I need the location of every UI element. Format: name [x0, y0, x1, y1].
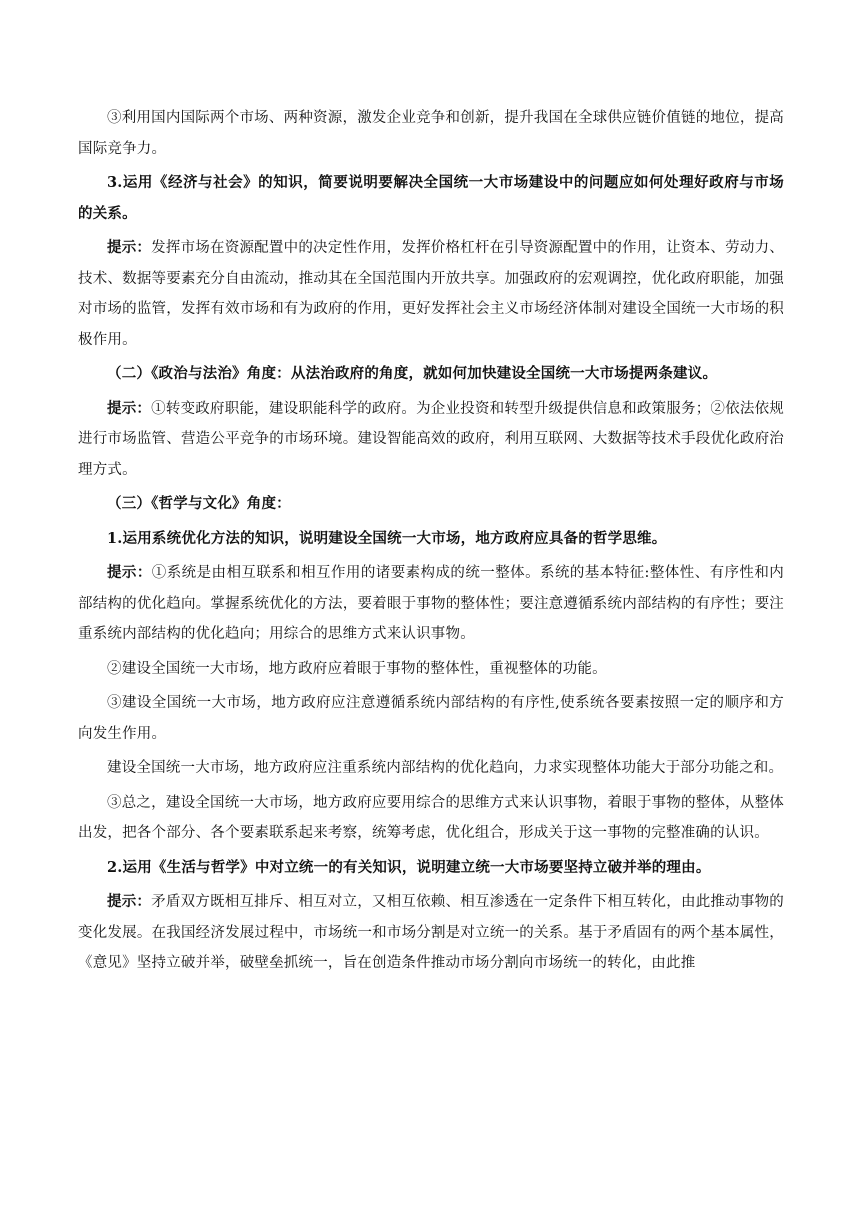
- paragraph-item-summary: [78, 788, 784, 849]
- hint-text: ①系统是由相互联系和相互作用的诸要素构成的统一整体。系统的基本特征:整体性、有序性和内部结构的优化趋向。掌握系统优化的方法，要着眼于事物的整体性；要注意遵循系统内部结构的有序性；要注重系统内部结构的优化趋向；用综合的思维方式来认识事物。: [78, 565, 784, 642]
- paragraph-text: ③建设全国统一大市场，地方政府应注意遵循系统内部结构的有序性,使系统各要素按照一定的顺序和方向发生作用。: [78, 695, 784, 742]
- hint-paragraph: [78, 887, 784, 979]
- paragraph-text-block: [78, 753, 784, 784]
- hint-label: 提示：: [107, 893, 152, 910]
- paragraph-item-3: [78, 103, 784, 164]
- question-text: 2.运用《生活与哲学》中对立统一的有关知识，说明建立统一大市场要坚持立破并举的理由。: [107, 858, 711, 876]
- section-heading-text: （二）《政治与法治》角度：从法治政府的角度，就如何加快建设全国统一大市场提两条建议。: [107, 365, 718, 382]
- hint-text: 发挥市场在资源配置中的决定性作用，发挥价格杠杆在引导资源配置中的作用，让资本、劳动力、技术、数据等要素充分自由流动，推动其在全国范围内开放共享。加强政府的宏观调控，优化政府职能，加强对市场的监管，发挥有效市场和有为政府的作用，更好发挥社会主义市场经济体制对建设全国统一大市场的积极作用。: [78, 240, 784, 348]
- hint-text: ①转变政府职能，建设职能科学的政府。为企业投资和转型升级提供信息和政策服务；②依法依规进行市场监管、营造公平竞争的市场环境。建设智能高效的政府，利用互联网、大数据等技术手段优化政府治理方式。: [78, 400, 784, 478]
- paragraph-text: ③利用国内国际两个市场、两种资源，激发企业竞争和创新，提升我国在全球供应链价值链的地位，提高国际竞争力。: [78, 110, 784, 157]
- question-3-economy-society: [78, 168, 784, 229]
- question-text: 3.运用《经济与社会》的知识，简要说明要解决全国统一大市场建设中的问题应如何处理好政府与市场的关系。: [78, 174, 784, 222]
- paragraph-text: ②建设全国统一大市场，地方政府应着眼于事物的整体性，重视整体的功能。: [107, 660, 607, 677]
- paragraph-item-3: [78, 688, 784, 749]
- question-2-unity-of-opposites: [78, 853, 784, 884]
- section-heading-philosophy-culture: [78, 489, 784, 520]
- hint-label: 提示：: [107, 239, 152, 256]
- question-1-system-optimization: [78, 524, 784, 555]
- hint-label: 提示：: [107, 564, 152, 581]
- hint-label: 提示：: [107, 399, 152, 417]
- hint-paragraph: [78, 233, 784, 355]
- question-text: 1.运用系统优化方法的知识，说明建设全国统一大市场，地方政府应具备的哲学思维。: [107, 529, 667, 547]
- hint-text: 矛盾双方既相互排斥、相互对立，又相互依赖、相互渗透在一定条件下相互转化，由此推动事物的变化发展。在我国经济发展过程中，市场统一和市场分割是对立统一的关系。基于矛盾固有的两个基本属性，《意见》坚持立破并举，破壁垒抓统一，旨在创造条件推动市场分割向市场统一的转化，由此推: [78, 894, 784, 971]
- paragraph-text: ③总之，建设全国统一大市场，地方政府应要用综合的思维方式来认识事物，着眼于事物的整体，从整体出发，把各个部分、各个要素联系起来考察，统筹考虑，优化组合，形成关于这一事物的完整准确的认识。: [78, 794, 784, 841]
- paragraph-text: 建设全国统一大市场，地方政府应注重系统内部结构的优化趋向，力求实现整体功能大于部分功能之和。: [107, 760, 784, 776]
- section-heading-politics-law: [78, 359, 784, 390]
- paragraph-item-2: [78, 654, 784, 685]
- section-heading-text: （三）《哲学与文化》角度：: [107, 495, 291, 512]
- document-page: [78, 103, 784, 979]
- hint-paragraph: [78, 394, 784, 486]
- hint-paragraph: [78, 558, 784, 650]
